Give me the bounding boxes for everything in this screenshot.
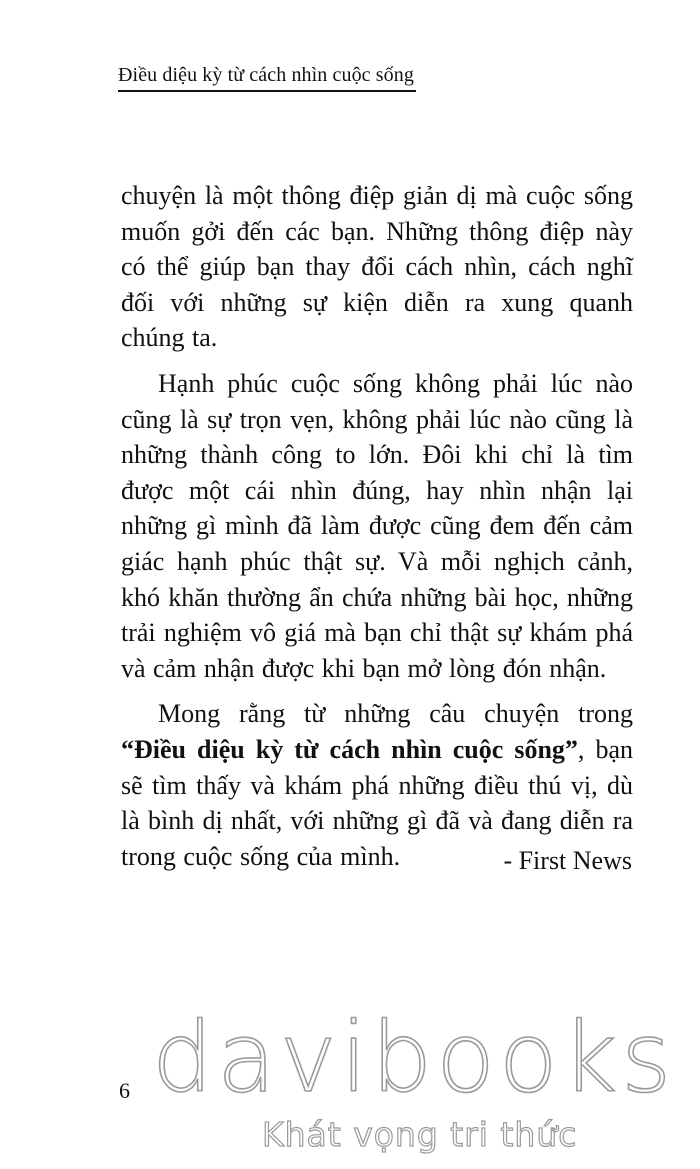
watermark-tagline: Khát vọng tri thức bbox=[262, 1115, 578, 1154]
paragraph-3-lead: Mong rằng từ những câu chuyện trong bbox=[158, 699, 633, 729]
watermark-brand: davibooks bbox=[152, 1002, 676, 1114]
signature: - First News bbox=[503, 846, 632, 875]
running-header-title: Điều diệu kỳ từ cách nhìn cuộc sống bbox=[118, 64, 416, 92]
paragraph-3-rest: , bạn sẽ tìm thấy và khám phá những điều thú vị, dù là bình dị nhất, với những gì đã và đang diễn ra trong cuộc sống của mình. bbox=[121, 734, 633, 871]
page-number: 6 bbox=[119, 1078, 130, 1103]
book-title-bold: “Điều diệu kỳ từ cách nhìn cuộc sống” bbox=[121, 734, 578, 764]
body-text bbox=[121, 178, 633, 884]
paragraph-1: chuyện là một thông điệp giản dị mà cuộc sống muốn gởi đến các bạn. Những thông điệp này có thể giúp bạn thay đổi cách nhìn, cách nghĩ đối với những sự kiện diễn ra xung quanh chúng ta. bbox=[121, 181, 633, 353]
paragraph-2: Hạnh phúc cuộc sống không phải lúc nào cũng là sự trọn vẹn, không phải lúc nào cũng là những thành công to lớn. Đôi khi chỉ là tìm được một cái nhìn đúng, hay nhìn nhận lại những gì mình đã làm được cũng đem đến cảm giác hạnh phúc thật sự. Và mỗi nghịch cảnh, khó khăn thường ẩn chứa những bài học, những trải nghiệm vô giá mà bạn chỉ thật sự khám phá và cảm nhận được khi bạn mở lòng đón nhận. bbox=[121, 368, 633, 683]
